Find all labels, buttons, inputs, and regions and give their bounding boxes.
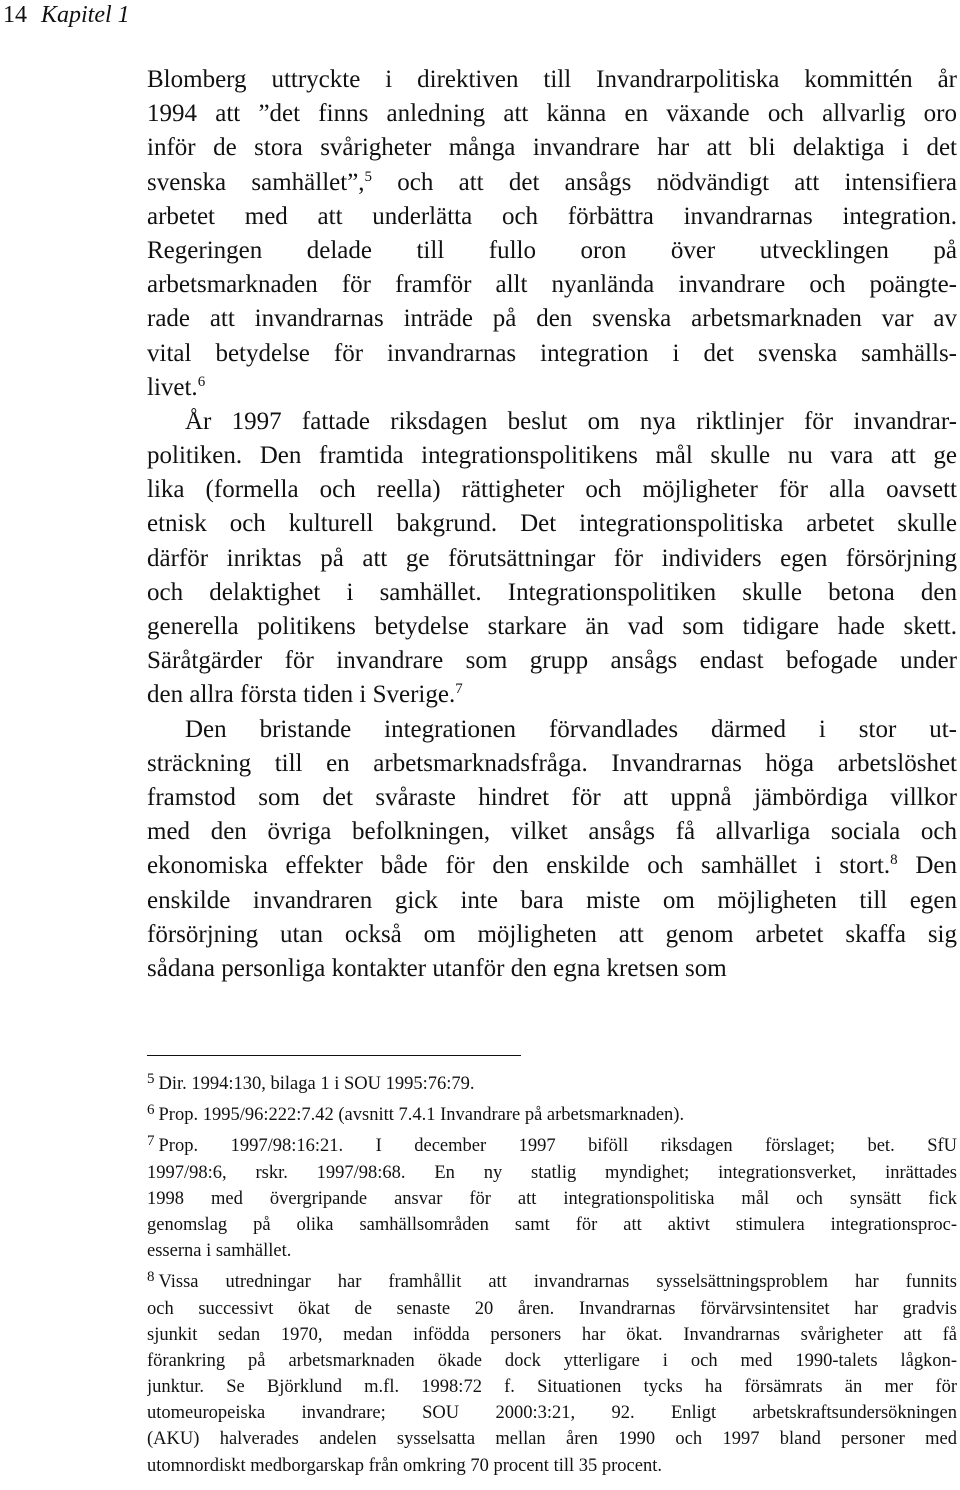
body-line: arbetsmarknaden för framför allt nyanlända invandrare och poängte- — [147, 271, 957, 299]
chapter-title: Kapitel 1 — [41, 2, 130, 28]
footnote-line: junktur. Se Björklund m.fl. 1998:72 f. Situationen tycks ha försämrats än mer för — [147, 1377, 957, 1398]
footnote-ref: 5 — [364, 168, 373, 185]
body-line: generella politikens betydelse starkare än vad som tidigare hade skett. — [147, 613, 957, 640]
body-line: enskilde invandraren gick inte bara miste om möjligheten till egen — [147, 886, 957, 914]
body-line: därför inriktas på att ge förutsättningar för individers egen försörjning — [147, 544, 957, 572]
footnote-line: esserna i samhället. — [147, 1241, 292, 1262]
body-line: politiken. Den framtida integrationspolitikens mål skulle nu vara att ge — [147, 442, 957, 470]
body-line: Den bristande integrationen förvandlades därmed i stor ut- — [185, 715, 957, 743]
footnote-number: 8 — [147, 1269, 155, 1286]
footnote-ref: 7 — [455, 681, 463, 698]
body-line: och delaktighet i samhället. Integrationspolitiken skulle betona den — [147, 578, 957, 606]
footnote-line: förankring på arbetsmarknaden ökade dock ytterligare i och med 1990-talets lågkon- — [147, 1350, 957, 1371]
footnote-number: 7 — [147, 1133, 155, 1150]
footnote-line: 1997/98:6, rskr. 1997/98:68. En ny statlig myndighet; integrationsverket, inrättades — [147, 1162, 957, 1183]
body-text — [147, 63, 957, 986]
body-line: inför de stora svårigheter många invandrare har att bli delaktiga i det — [147, 134, 957, 162]
body-line: livet.$^6$ — [147, 373, 206, 401]
body-line: År 1997 fattade riksdagen beslut om nya riktlinjer för invandrar- — [185, 407, 957, 435]
footnote-line: $^8$ Vissa utredningar har framhållit att invandrarnas sysselsättningsproblem har funnits — [147, 1269, 957, 1293]
footnote-line: $^5$ Dir. 1994:130, bilaga 1 i SOU 1995:76:79. — [147, 1071, 475, 1094]
body-line: rade att invandrarnas inträde på den svenska arbetsmarknaden var av — [147, 305, 957, 333]
body-line: sträckning till en arbetsmarknadsfråga. Invandrarnas höga arbetslöshet — [147, 749, 957, 777]
footnote-line: 1998 med övergripande ansvar för att integrationspolitiska mål och synsätt fick — [147, 1188, 957, 1209]
body-line: etnisk och kulturell bakgrund. Det integrationspolitiska arbetet skulle — [147, 510, 957, 538]
body-line: framstod som det svåraste hindret för att uppnå jämbördiga villkor — [147, 783, 957, 811]
footnote-number: 5 — [147, 1071, 155, 1087]
body-line: med den övriga befolkningen, vilket ansågs få allvarliga sociala och — [147, 818, 957, 846]
footnote-line: utomeuropeiska invandrare; SOU 2000:3:21, 92. Enligt arbetskraftsundersökningen — [147, 1403, 957, 1424]
footnote-number: 6 — [147, 1102, 155, 1119]
footnote-separator — [147, 1055, 521, 1056]
footnotes — [147, 1071, 957, 1479]
footnote-line: sjunkit sedan 1970, medan infödda personers har ökat. Invandrarnas svårigheter att få — [147, 1324, 957, 1345]
body-line: vital betydelse för invandrarnas integration i det svenska samhälls- — [147, 339, 957, 367]
footnote-line: $^6$ Prop. 1995/96:222:7.42 (avsnitt 7.4.1 Invandrare på arbetsmarknaden). — [147, 1102, 685, 1126]
footnote-line: $^7$ Prop. 1997/98:16:21. I december 1997 biföll riksdagen förslaget; bet. SfU — [147, 1133, 957, 1157]
body-line: 1994 att ”det finns anledning att känna en växande och allvarlig oro — [147, 100, 957, 128]
footnote-line: genomslag på olika samhällsområden samt för att aktivt stimulera integrationsproc- — [147, 1214, 957, 1235]
footnote-ref: 6 — [197, 373, 206, 390]
running-header — [3, 0, 130, 30]
page-number: 14 — [3, 2, 27, 28]
body-line: Säråtgärder för invandrare som grupp ansågs endast befogade under — [147, 647, 957, 675]
footnote-line: och successivt ökat de senaste 20 åren. Invandrarnas förvärvsintensitet har gradvis — [147, 1298, 957, 1319]
body-line: den allra första tiden i Sverige.$^7$ — [147, 681, 463, 709]
body-line: Regeringen delade till fullo oron över utvecklingen på — [147, 236, 957, 264]
body-line: svenska samhället”,$^5$ och att det ansågs nödvändigt att intensifiera — [147, 168, 957, 196]
body-line: försörjning utan också om möjligheten att genom arbetet skaffa sig — [147, 920, 957, 948]
body-line: ekonomiska effekter både för den enskilde och samhället i stort.$^8$ Den — [147, 852, 957, 880]
body-line: lika (formella och reella) rättigheter och möjligheter för alla oavsett — [147, 476, 957, 504]
footnote-line: (AKU) halverades andelen sysselsatta mellan åren 1990 och 1997 bland personer med — [147, 1429, 957, 1450]
footnote-ref: 8 — [890, 852, 898, 869]
footnote-line: utomnordiskt medborgarskap från omkring 70 procent till 35 procent. — [147, 1455, 662, 1476]
body-line: arbetet med att underlätta och förbättra invandrarnas integration. — [147, 202, 957, 230]
body-line: sådana personliga kontakter utanför den egna kretsen som — [147, 954, 727, 982]
body-line: Blomberg uttryckte i direktiven till Invandrarpolitiska kommittén år — [147, 66, 957, 93]
